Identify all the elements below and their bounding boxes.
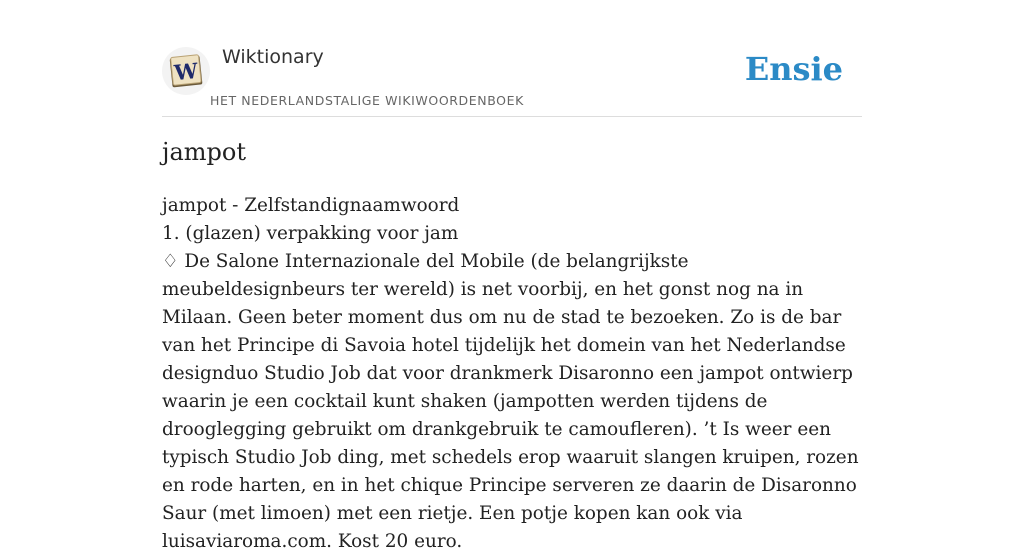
wiktionary-logo[interactable] [162, 47, 210, 95]
page-title: jampot [162, 138, 246, 166]
example-paragraph: ♢ De Salone Internazionale del Mobile (de belangrijkste meubeldesignbeurs ter wereld) is net voorbij, en het gonst nog na in Milaan. Geen beter moment dus om nu de stad te bezoeken. Zo is de bar van het Principe di Savoia hotel tijdelijk het domein van het Nederlandse designduo Studio Job dat voor drankmerk Disaronno een jampot ontwierp waarin je een cocktail kunt shaken (jampotten werden tijdens de drooglegging gebruikt om drankgebruik te camoufleren). ’t Is weer een typisch Studio Job ding, met schedels erop waaruit slangen kruipen, rozen en rode harten, en in het chique Principe serveren ze daarin de Disaronno Saur (met limoen) met een rietje. Een potje kopen kan ook via luisaviaroma.com. Kost 20 euro. [162, 251, 859, 552]
definition-line: 1. (glazen) verpakking voor jam [162, 223, 459, 244]
site-tagline: HET NEDERLANDSTALIGE WIKIWOORDENBOEK [210, 93, 524, 108]
wiktionary-w-tile-icon [168, 53, 204, 89]
word-type-line: jampot - Zelfstandignaamwoord [162, 195, 460, 216]
ensie-brand-link[interactable]: Ensie [744, 50, 843, 88]
site-header [162, 0, 862, 117]
entry-content [162, 192, 862, 556]
site-name[interactable]: Wiktionary [222, 46, 324, 68]
logo-letter: W [173, 57, 200, 86]
